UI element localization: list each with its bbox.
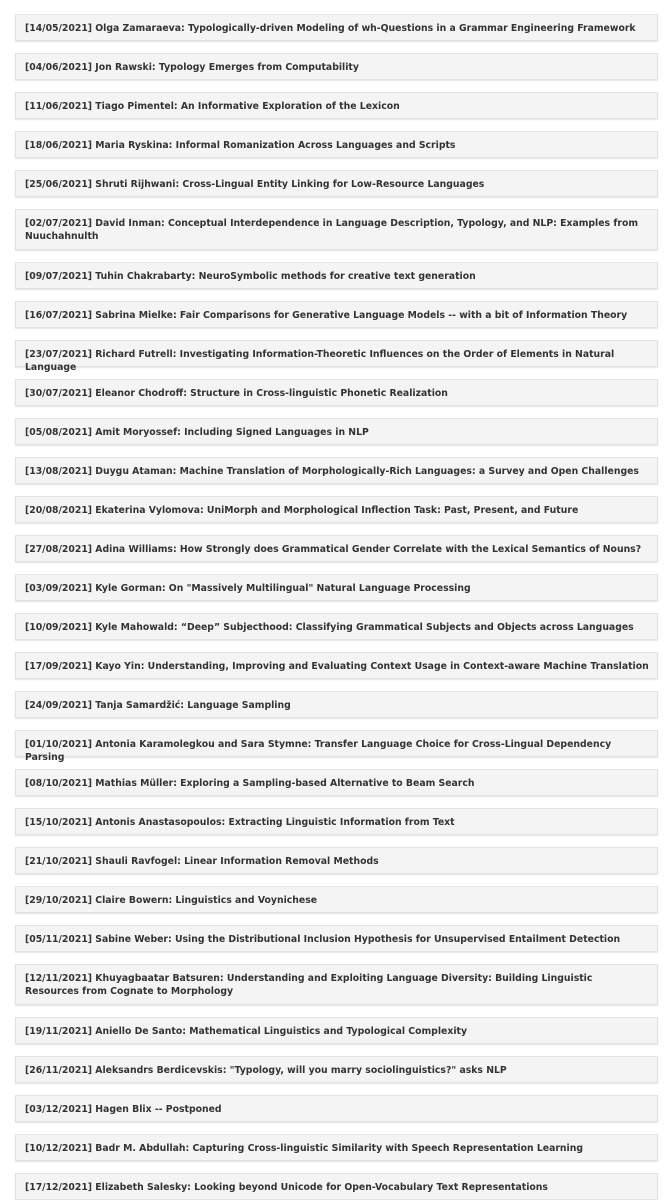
talk-title: [15/10/2021] Antonis Anastasopoulos: Extracting Linguistic Information from Text <box>25 817 455 828</box>
talk-item[interactable] <box>15 769 658 796</box>
talk-item[interactable] <box>15 652 658 679</box>
talk-title: [05/11/2021] Sabine Weber: Using the Distributional Inclusion Hypothesis for Unsupervised Entailment Detection <box>25 934 621 945</box>
talk-title: [18/06/2021] Maria Ryskina: Informal Romanization Across Languages and Scripts <box>25 140 456 151</box>
talk-item[interactable] <box>15 574 658 601</box>
talk-item[interactable] <box>15 379 658 406</box>
talk-item[interactable] <box>15 496 658 523</box>
talk-title: [29/10/2021] Claire Bowern: Linguistics and Voynichese <box>25 895 318 906</box>
talk-item[interactable] <box>15 457 658 484</box>
talk-item[interactable] <box>15 925 658 952</box>
talk-title: [03/09/2021] Kyle Gorman: On "Massively Multilingual" Natural Language Processing <box>25 583 471 594</box>
talk-title: [09/07/2021] Tuhin Chakrabarty: NeuroSymbolic methods for creative text generation <box>25 271 476 282</box>
talk-item[interactable] <box>15 1173 658 1200</box>
talk-item[interactable] <box>15 847 658 874</box>
talk-title: [27/08/2021] Adina Williams: How Strongly does Grammatical Gender Correlate with the Lexical Semantics of Nouns? <box>25 544 642 555</box>
talk-title: [08/10/2021] Mathias Müller: Exploring a Sampling-based Alternative to Beam Search <box>25 778 475 789</box>
talk-item[interactable] <box>15 1056 658 1083</box>
talk-item[interactable] <box>15 886 658 913</box>
talk-item[interactable] <box>15 262 658 289</box>
talk-title: [24/09/2021] Tanja Samardžić: Language Sampling <box>25 700 291 711</box>
talk-title: [11/06/2021] Tiago Pimentel: An Informative Exploration of the Lexicon <box>25 101 400 112</box>
talk-item[interactable] <box>15 53 658 80</box>
talk-item[interactable] <box>15 92 658 119</box>
talk-title: [26/11/2021] Aleksandrs Berdicevskis: "Typology, will you marry sociolinguistics?" asks NLP <box>25 1065 507 1076</box>
talk-item[interactable] <box>15 209 658 250</box>
talk-item[interactable] <box>15 1134 658 1161</box>
talk-title: [02/07/2021] David Inman: Conceptual Interdependence in Language Description, Typology, and NLP: Examples from Nuuchahnulth <box>25 218 639 242</box>
talk-item[interactable] <box>15 535 658 562</box>
talk-title: [21/10/2021] Shauli Ravfogel: Linear Information Removal Methods <box>25 856 379 867</box>
talk-title: [16/07/2021] Sabrina Mielke: Fair Comparisons for Generative Language Models -- with a bit of Information Theory <box>25 310 628 321</box>
talk-title: [01/10/2021] Antonia Karamolegkou and Sara Stymne: Transfer Language Choice for Cross-Lingual Dependency Parsing <box>25 739 612 763</box>
talk-item[interactable] <box>15 14 658 41</box>
talk-item[interactable] <box>15 340 658 373</box>
talk-item[interactable] <box>15 964 658 1005</box>
talk-item[interactable] <box>15 170 658 197</box>
talk-item[interactable] <box>15 131 658 158</box>
talk-title: [13/08/2021] Duygu Ataman: Machine Translation of Morphologically-Rich Languages: a Survey and Open Challenges <box>25 466 639 477</box>
talk-title: [10/12/2021] Badr M. Abdullah: Capturing Cross-linguistic Similarity with Speech Representation Learning <box>25 1143 584 1154</box>
talk-title: [23/07/2021] Richard Futrell: Investigating Information-Theoretic Influences on the Order of Elements in Natural Language <box>25 349 615 373</box>
talk-title: [30/07/2021] Eleanor Chodroff: Structure in Cross-linguistic Phonetic Realization <box>25 388 448 399</box>
talk-item[interactable] <box>15 418 658 445</box>
talk-title: [03/12/2021] Hagen Blix -- Postponed <box>25 1104 222 1115</box>
talk-item[interactable] <box>15 1095 658 1122</box>
talk-title: [14/05/2021] Olga Zamaraeva: Typologically-driven Modeling of wh-Questions in a Grammar Engineering Framework <box>25 23 636 34</box>
talk-title: [19/11/2021] Aniello De Santo: Mathematical Linguistics and Typological Complexity <box>25 1026 468 1037</box>
talk-title: [20/08/2021] Ekaterina Vylomova: UniMorph and Morphological Inflection Task: Past, Present, and Future <box>25 505 579 516</box>
talk-title: [17/12/2021] Elizabeth Salesky: Looking beyond Unicode for Open-Vocabulary Text Representations <box>25 1182 548 1193</box>
talk-item[interactable] <box>15 1017 658 1044</box>
talk-item[interactable] <box>15 808 658 835</box>
talk-item[interactable] <box>15 613 658 640</box>
talk-title: [12/11/2021] Khuyagbaatar Batsuren: Understanding and Exploiting Language Diversity: Building Linguistic Resources from Cognate to Morphology <box>25 973 593 997</box>
talk-item[interactable] <box>15 301 658 328</box>
talk-item[interactable] <box>15 691 658 718</box>
talk-title: [10/09/2021] Kyle Mahowald: “Deep” Subjecthood: Classifying Grammatical Subjects and Objects across Languages <box>25 622 634 633</box>
talk-item[interactable] <box>15 730 658 763</box>
talk-title: [05/08/2021] Amit Moryossef: Including Signed Languages in NLP <box>25 427 369 438</box>
talk-title: [17/09/2021] Kayo Yin: Understanding, Improving and Evaluating Context Usage in Context-aware Machine Translation <box>25 661 649 672</box>
talk-title: [04/06/2021] Jon Rawski: Typology Emerges from Computability <box>25 62 359 73</box>
talk-title: [25/06/2021] Shruti Rijhwani: Cross-Lingual Entity Linking for Low-Resource Languages <box>25 179 485 190</box>
